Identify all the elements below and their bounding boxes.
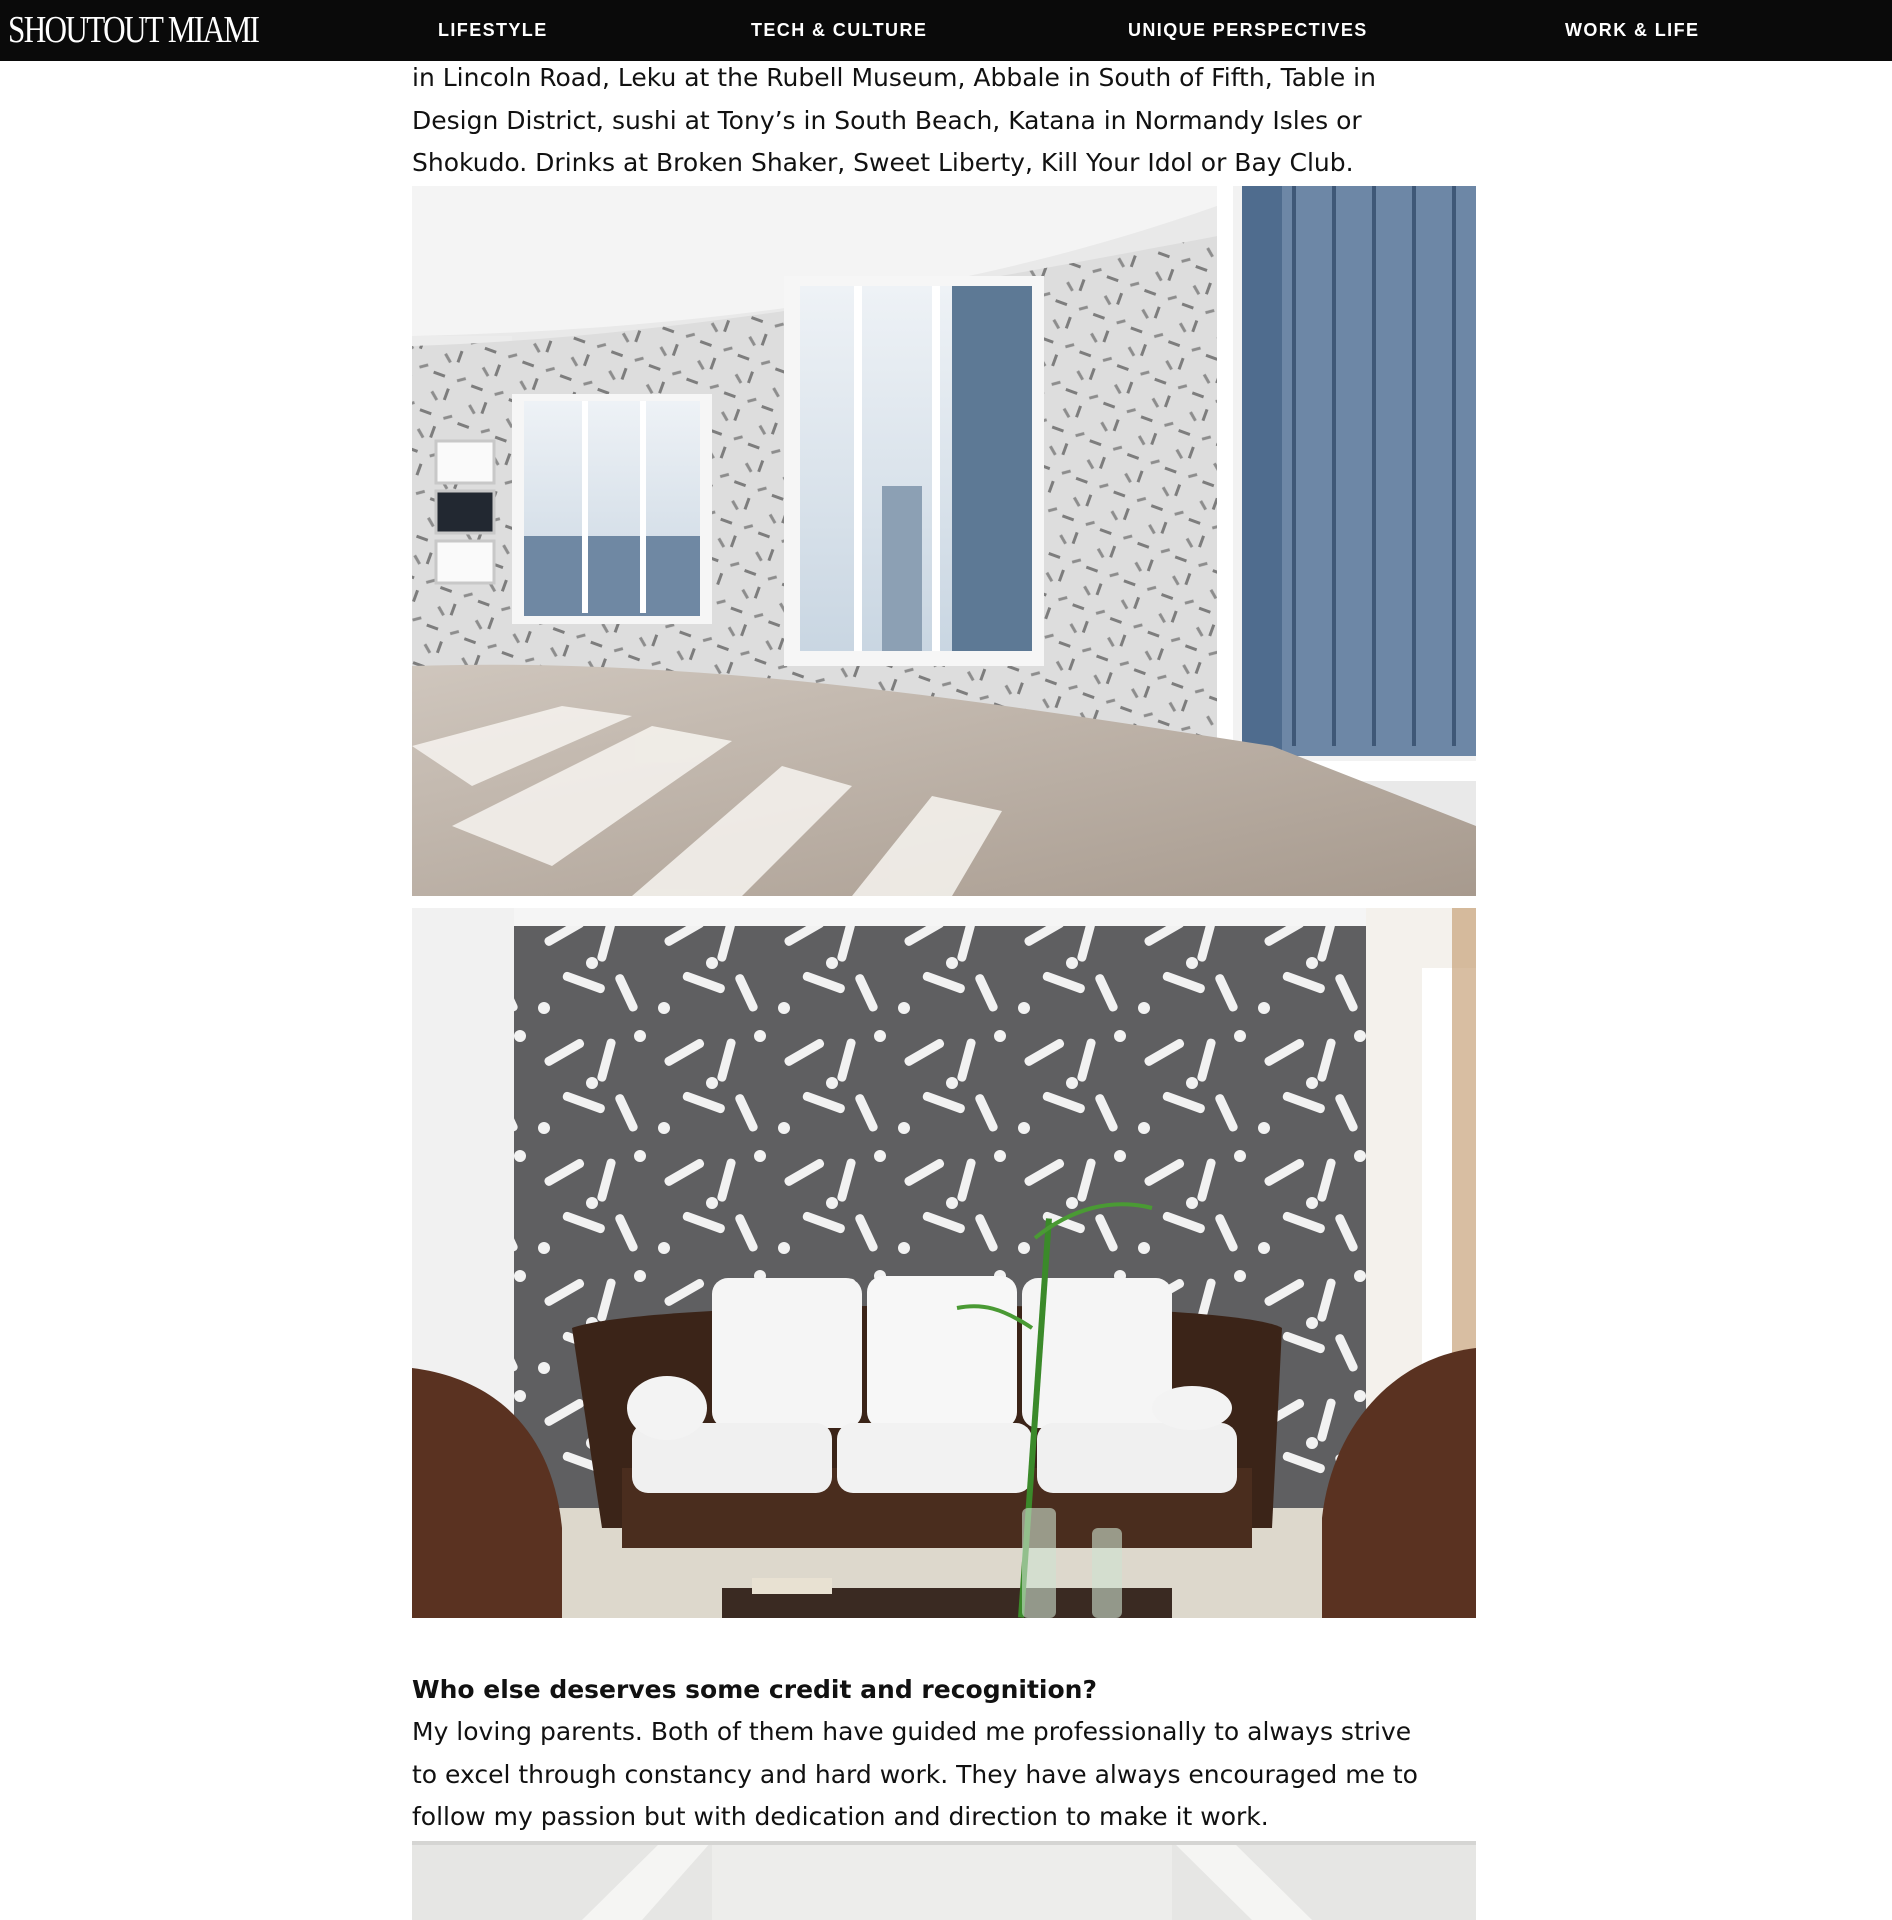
answer-line: to excel through constancy and hard work. They have always encouraged me to — [412, 1759, 1418, 1789]
answer-line: My loving parents. Both of them have guided me professionally to always strive — [412, 1717, 1412, 1746]
qa-section — [412, 1669, 1476, 1839]
photo-sofa-mural-wall — [412, 908, 1476, 1618]
top-nav-bar — [0, 0, 1892, 61]
photo-ceiling-partial — [412, 1841, 1476, 1920]
nav-unique-perspectives[interactable]: UNIQUE PERSPECTIVES — [1128, 20, 1368, 40]
intro-line: in Lincoln Road, Leku at the Rubell Museum, Abbale in South of Fifth, Table in — [412, 63, 1376, 92]
question-heading: Who else deserves some credit and recognition? — [412, 1675, 1097, 1704]
nav-lifestyle[interactable]: LIFESTYLE — [438, 20, 548, 40]
intro-line: Design District, sushi at Tony’s in South Beach, Katana in Normandy Isles or — [412, 105, 1362, 135]
site-logo[interactable]: SHOUTOUT MIAMI — [8, 9, 259, 51]
answer-line: follow my passion but with dedication and direction to make it work. — [412, 1802, 1269, 1831]
intro-line: Shokudo. Drinks at Broken Shaker, Sweet Liberty, Kill Your Idol or Bay Club. — [412, 148, 1354, 177]
intro-paragraph — [412, 57, 1476, 185]
nav-work-life[interactable]: WORK & LIFE — [1565, 20, 1700, 40]
nav-tech-culture[interactable]: TECH & CULTURE — [751, 20, 928, 40]
photo-curved-room-mural — [412, 186, 1476, 896]
